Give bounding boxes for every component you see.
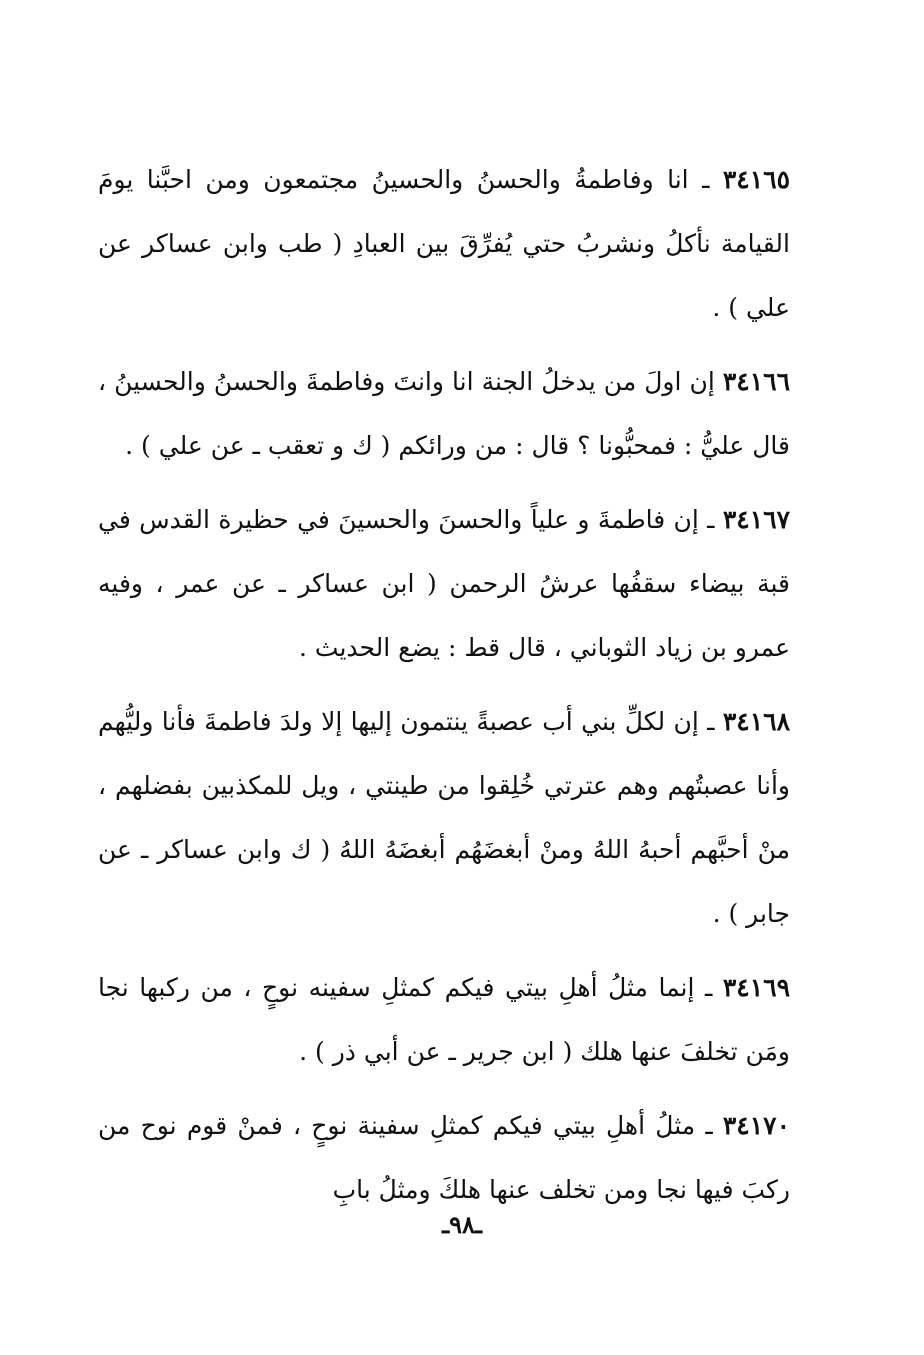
- hadith-body: ـ إنما مثلُ أهلِ بيتي فيكم كمثلِ سفينه نوحٍ ، من ركبها نجا ومَن تخلفَ عنها هلك ( ابن جرير ـ عن أبي ذر ) .: [98, 973, 790, 1066]
- hadith-number: ٣٤١٦٨: [722, 707, 790, 736]
- hadith-number: ٣٤١٦٥: [722, 165, 790, 194]
- hadith-34169: [98, 956, 790, 1084]
- hadith-number: ٣٤١٧٠: [722, 1111, 790, 1140]
- hadith-body: ـ إن فاطمةَ و علياً والحسنَ والحسينَ في حظيرة القدس في قبة بيضاء سقفُها عرشُ الرحمن ( ابن عساكر ـ عن عمر ، وفيه عمرو بن زياد الثوباني ، قال قط : يضع الحديث .: [98, 505, 790, 662]
- hadith-body: ـ إن لكلِّ بني أب عصبةً ينتمون إليها إلا ولدَ فاطمةَ فأنا وليُّهم وأنا عصبتُهم وهم عترتي خُلِقوا من طينتي ، ويل للمكذبين بفضلهم ، منْ أحبَّهم أحبهُ اللهُ ومنْ أبغضَهُم أبغضَهُ اللهُ ( ك وابن عساكر ـ عن جابر ) .: [98, 707, 790, 928]
- page-number: ـ٩٨ـ: [442, 1210, 482, 1239]
- hadith-34168: [98, 690, 790, 946]
- hadith-text-block: [98, 148, 790, 1232]
- hadith-34166: [98, 350, 790, 478]
- hadith-34165: [98, 148, 790, 340]
- hadith-body: ـ مثلُ أهلِ بيتي فيكم كمثلِ سفينة نوحٍ ، فمنْ قوم نوح من ركبَ فيها نجا ومن تخلف عنها هلكَ ومثلُ بابِ: [98, 1111, 790, 1204]
- hadith-body: ـ انا وفاطمةُ والحسنُ والحسينُ مجتمعون ومن احبَّنا يومَ القيامة نأكلُ ونشربُ حتي يُفرِّقَ بين العبادِ ( طب وابن عساكر عن علي ) .: [98, 165, 790, 322]
- hadith-number: ٣٤١٦٧: [722, 505, 790, 534]
- hadith-body: إن اولَ من يدخلُ الجنة انا وانتَ وفاطمةَ والحسنُ والحسينُ ، قال عليُّ : فمحبُّونا ؟ قال : من ورائكم ( ك و تعقب ـ عن علي ) .: [98, 367, 790, 460]
- hadith-34170: [98, 1094, 790, 1222]
- hadith-number: ٣٤١٦٦: [722, 367, 790, 396]
- hadith-34167: [98, 488, 790, 680]
- hadith-number: ٣٤١٦٩: [722, 973, 791, 1002]
